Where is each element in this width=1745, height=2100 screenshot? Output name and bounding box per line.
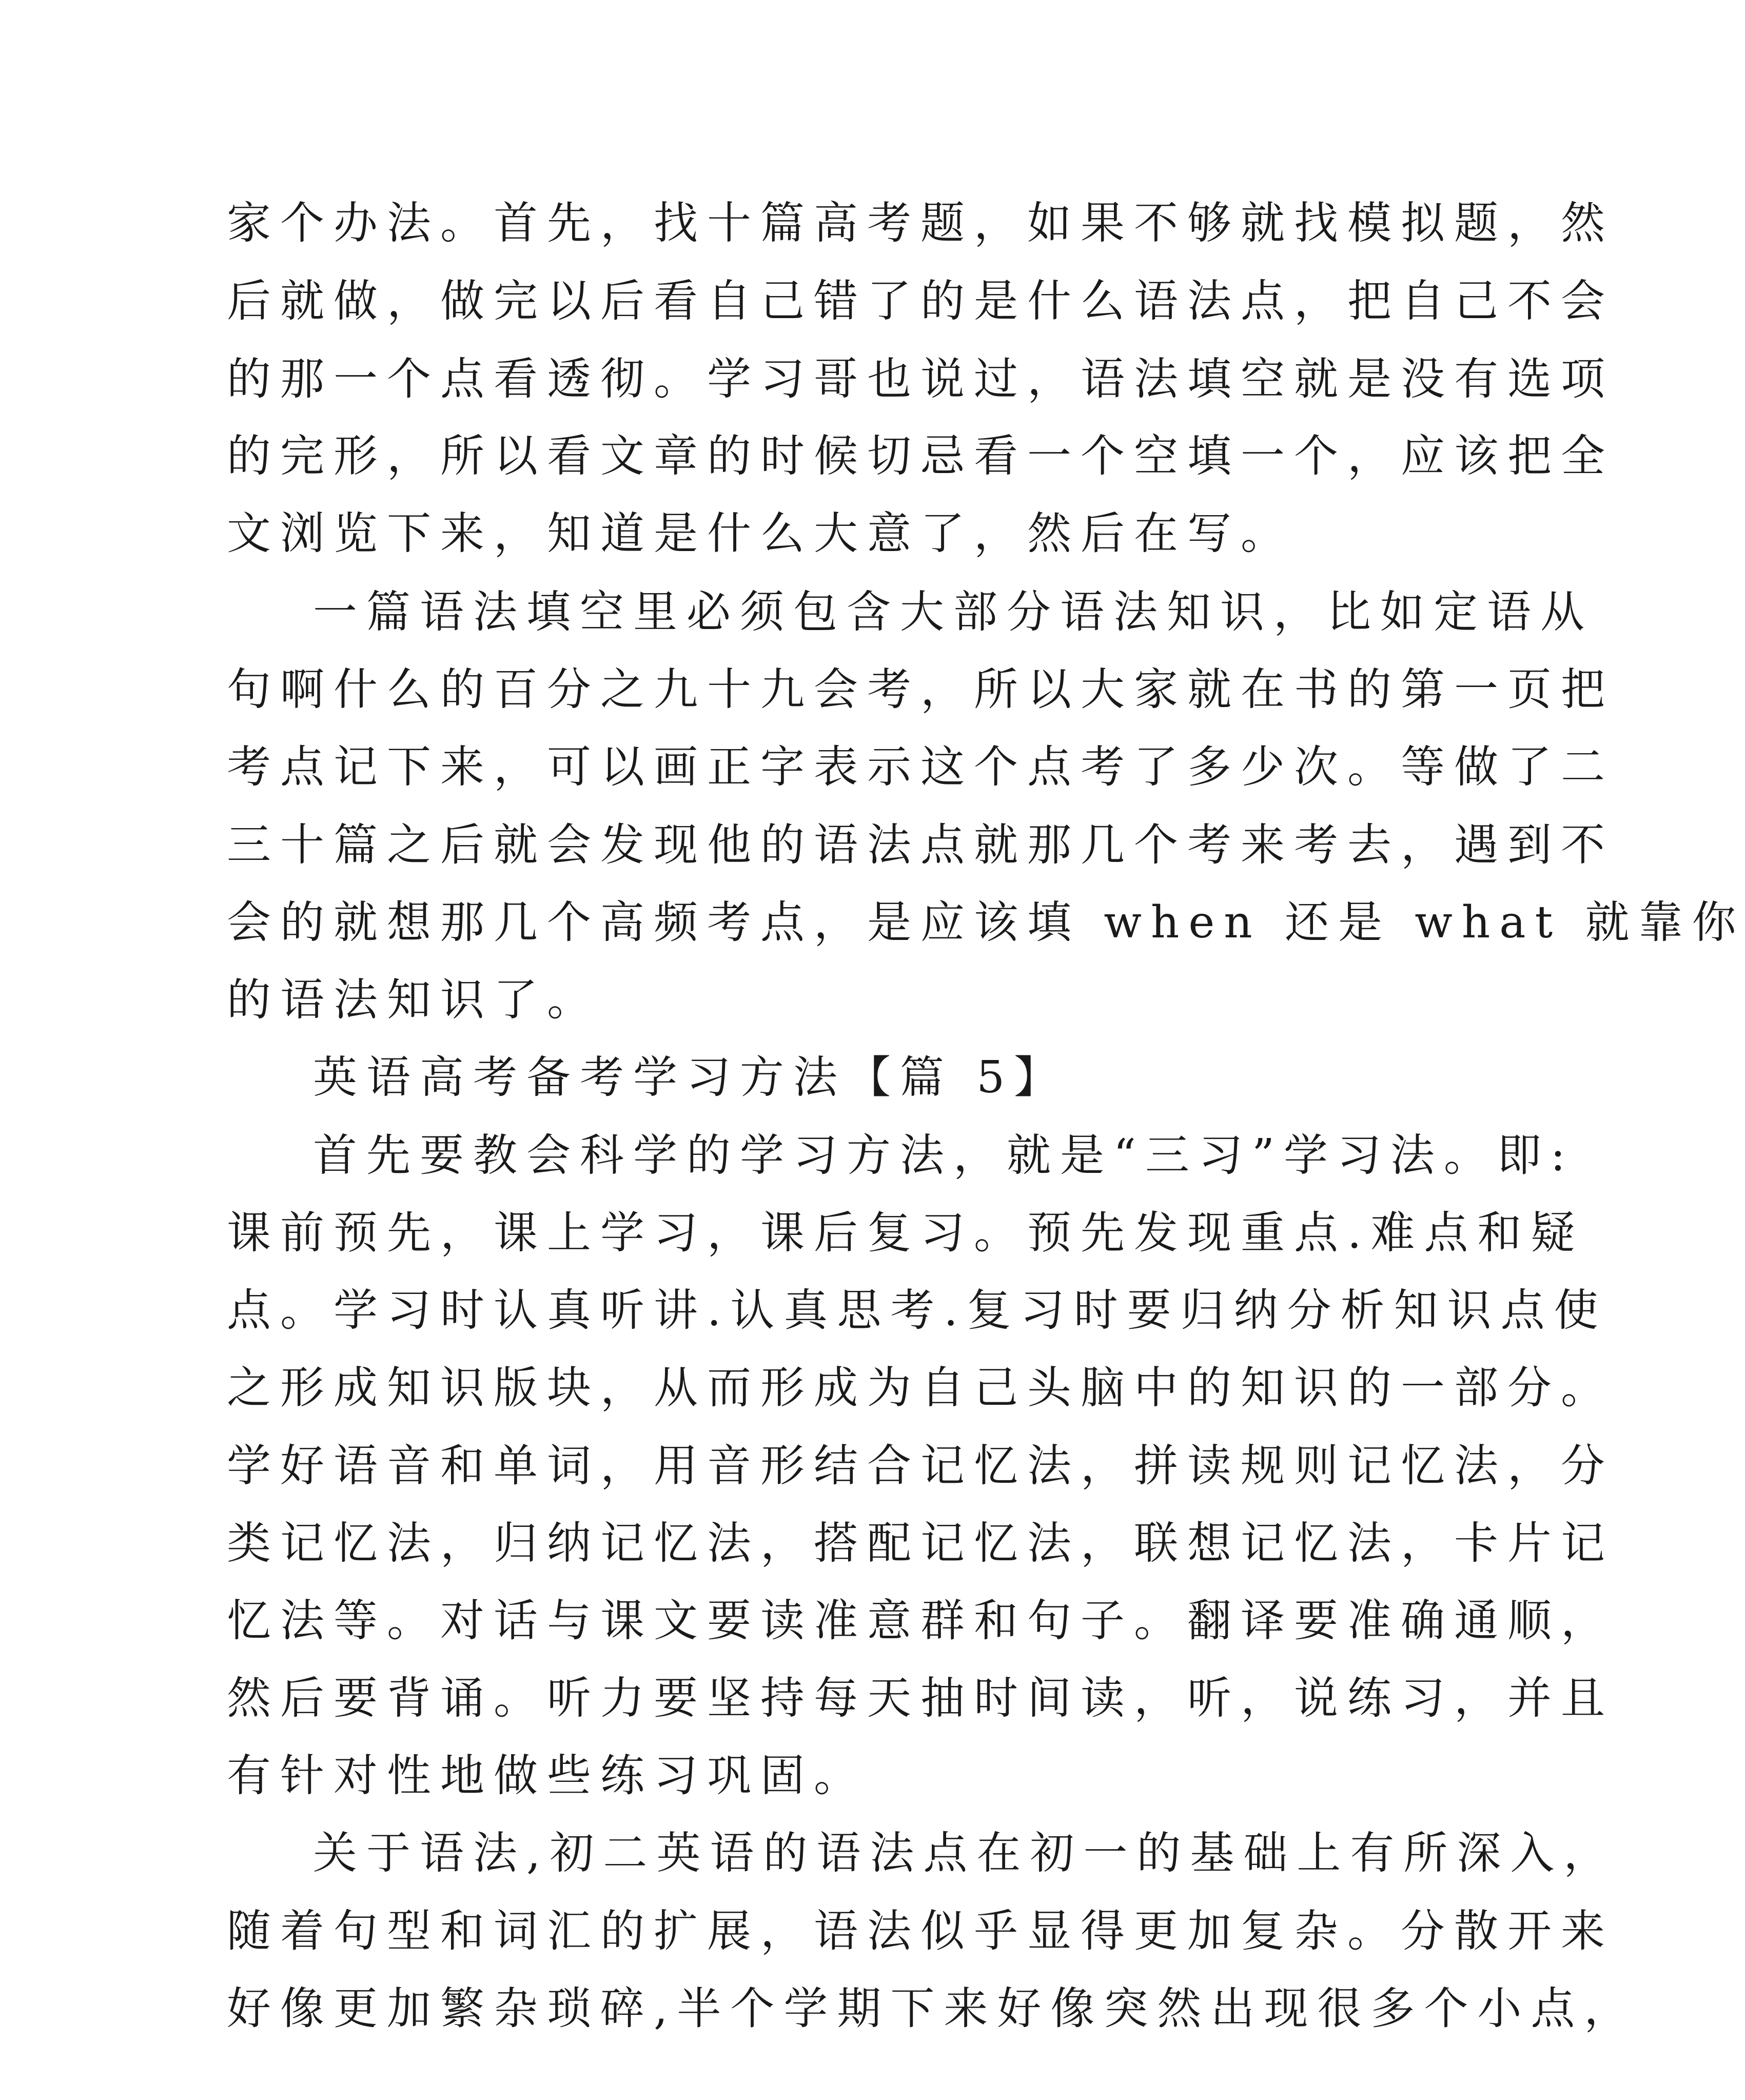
text-line: 的语法知识了。 bbox=[227, 974, 600, 1026]
text-line: 好像更加繁杂琐碎,半个学期下来好像突然出现很多个小点， bbox=[227, 1983, 1638, 2034]
text-line: 之形成知识版块，从而形成为自己头脑中的知识的一部分。 bbox=[227, 1362, 1614, 1414]
text-line: 后就做，做完以后看自己错了的是什么语法点，把自己不会 bbox=[227, 276, 1614, 327]
text-line: 会的就想那几个高频考点，是应该填 when 还是 what 就靠你 bbox=[227, 897, 1745, 948]
text-line: 随着句型和词汇的扩展，语法似乎显得更加复杂。分散开来 bbox=[227, 1906, 1614, 1957]
section-heading: 英语高考备考学习方法【篇 5】 bbox=[313, 1052, 1068, 1103]
text-line: 的完形，所以看文章的时候切忌看一个空填一个，应该把全 bbox=[227, 430, 1614, 482]
paragraph-first-line: 关于语法,初二英语的语法点在初一的基础上有所深入， bbox=[313, 1828, 1617, 1879]
text-line: 忆法等。对话与课文要读准意群和句子。翻译要准确通顺， bbox=[227, 1595, 1614, 1646]
text-line: 句啊什么的百分之九十九会考，所以大家就在书的第一页把 bbox=[227, 664, 1614, 715]
paragraph-first-line: 一篇语法填空里必须包含大部分语法知识，比如定语从 bbox=[313, 586, 1594, 638]
text-line: 的那一个点看透彻。学习哥也说过，语法填空就是没有选项 bbox=[227, 354, 1614, 405]
text-line: 三十篇之后就会发现他的语法点就那几个考来考去，遇到不 bbox=[227, 819, 1614, 871]
text-line: 家个办法。首先，找十篇高考题，如果不够就找模拟题，然 bbox=[227, 198, 1614, 249]
text-line: 考点记下来，可以画正字表示这个点考了多少次。等做了二 bbox=[227, 741, 1614, 793]
paragraph-first-line: 首先要教会科学的学习方法，就是“三习”学习法。即: bbox=[313, 1130, 1575, 1181]
text-line: 有针对性地做些练习巩固。 bbox=[227, 1750, 867, 1801]
text-line: 然后要背诵。听力要坚持每天抽时间读，听，说练习，并且 bbox=[227, 1673, 1614, 1724]
text-line: 点。学习时认真听讲.认真思考.复习时要归纳分析知识点使 bbox=[227, 1285, 1607, 1336]
text-line: 文浏览下来，知道是什么大意了，然后在写。 bbox=[227, 508, 1294, 559]
text-line: 类记忆法，归纳记忆法，搭配记忆法，联想记忆法，卡片记 bbox=[227, 1518, 1614, 1569]
text-line: 学好语音和单词，用音形结合记忆法，拼读规则记忆法，分 bbox=[227, 1440, 1614, 1491]
text-line: 课前预先，课上学习，课后复习。预先发现重点.难点和疑 bbox=[227, 1207, 1584, 1259]
